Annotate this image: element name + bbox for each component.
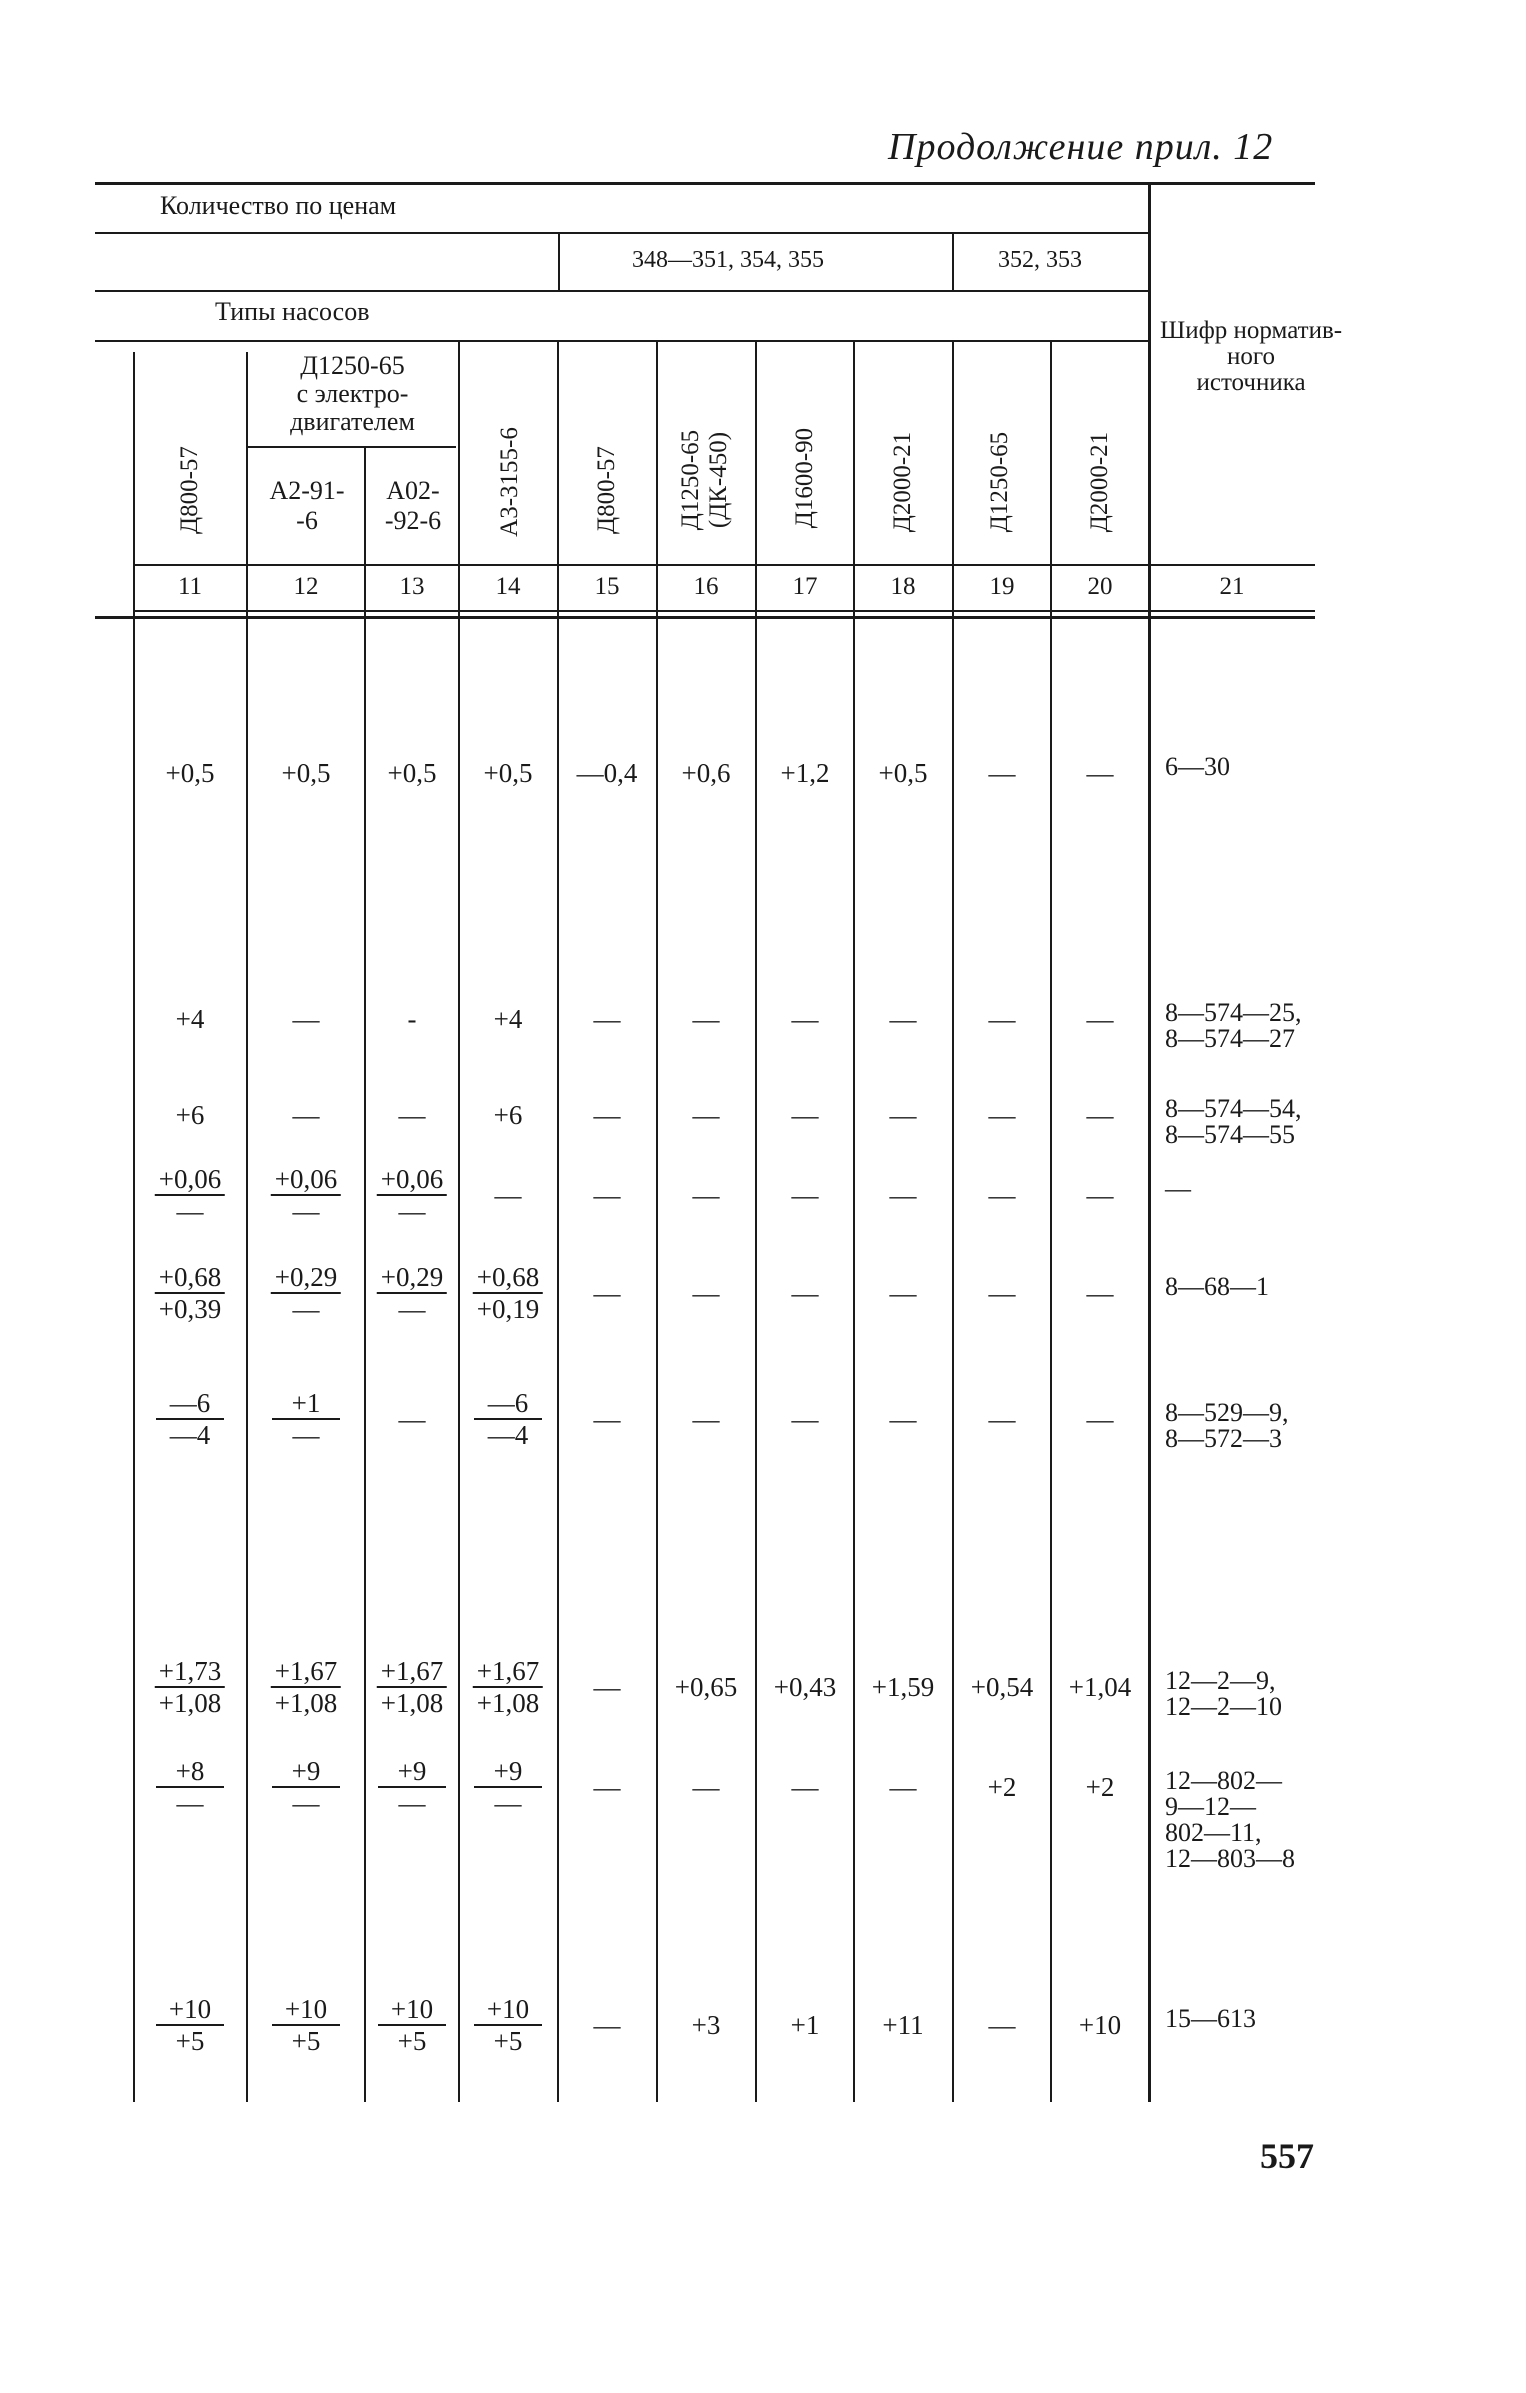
cell-denominator: +0,39 <box>158 1294 222 1324</box>
price-group-label: Количество по ценам <box>160 191 397 220</box>
table-cell: — <box>791 1100 819 1130</box>
col-num-12: 12 <box>293 573 319 600</box>
table-cell: — <box>889 1404 917 1434</box>
table-cell: — <box>692 1278 720 1308</box>
page-number: 557 <box>1260 2136 1314 2176</box>
table-cell: +4 <box>175 1004 205 1034</box>
page-title: Продолжение прил. 12 <box>888 126 1274 168</box>
cell-numerator: +8 <box>156 1756 224 1788</box>
source-cipher: 15—613 <box>1165 2004 1256 2033</box>
cell-denominator: — <box>176 1788 204 1818</box>
table-cell <box>474 1756 542 1818</box>
table-cell <box>271 1164 341 1226</box>
table-cell: — <box>889 1100 917 1130</box>
col-name-12: А2-91- -6 <box>269 476 345 535</box>
col-name-11: Д800-57 <box>176 446 203 534</box>
table-cell: +0,5 <box>483 758 533 788</box>
source-cipher: 12—802— 9—12— 802—11, 12—803—8 <box>1165 1766 1295 1873</box>
table-cell: — <box>593 1180 621 1210</box>
source-cipher: 12—2—9, 12—2—10 <box>1165 1666 1282 1721</box>
col-name-15: Д800-57 <box>593 446 620 534</box>
table-cell: — <box>988 1180 1016 1210</box>
table-cell <box>378 1994 446 2056</box>
cell-denominator: — <box>494 1788 522 1818</box>
table-cell <box>155 1164 225 1226</box>
motor-group-label: Д1250-65 с электро- двигателем <box>290 351 415 436</box>
table-cell: +1,59 <box>871 1672 935 1702</box>
table-cell <box>473 1262 543 1324</box>
vline-price-group-start <box>558 234 560 290</box>
table-cell: — <box>692 1004 720 1034</box>
vline-col-13-left <box>364 446 366 2102</box>
table-cell: — <box>692 1772 720 1802</box>
cell-denominator: — <box>292 1420 320 1450</box>
cell-denominator: +5 <box>175 2026 205 2056</box>
table-cell: — <box>1086 1278 1114 1308</box>
cell-denominator: — <box>398 1196 426 1226</box>
rule-motor-sub <box>248 446 456 448</box>
table-cell: — <box>988 1404 1016 1434</box>
vline-col-17-left <box>755 340 757 2102</box>
col-num-14: 14 <box>495 573 521 600</box>
table-cell: —0,4 <box>576 758 638 788</box>
table-cell <box>272 1756 340 1818</box>
cell-numerator: +10 <box>272 1994 340 2026</box>
rule-price-label <box>95 232 1150 234</box>
table-cell: +1,04 <box>1068 1672 1132 1702</box>
table-cell: — <box>988 1278 1016 1308</box>
table-cell: — <box>791 1180 819 1210</box>
table-cell: — <box>889 1772 917 1802</box>
vline-col-14-left <box>458 340 460 2102</box>
table-cell: — <box>889 1004 917 1034</box>
cell-denominator: +0,19 <box>476 1294 540 1324</box>
cell-numerator: +9 <box>378 1756 446 1788</box>
cell-numerator: +0,68 <box>473 1262 543 1294</box>
col-num-21: 21 <box>1219 573 1245 600</box>
table-cell: +0,5 <box>165 758 215 788</box>
table-cell: — <box>292 1100 320 1130</box>
table-cell: — <box>692 1180 720 1210</box>
rule-col-nums <box>133 610 1315 612</box>
table-cell: - <box>407 1004 417 1034</box>
table-cell <box>156 1388 224 1450</box>
table-cell: — <box>398 1404 426 1434</box>
vline-col-20-left <box>1050 340 1052 2102</box>
table-cell: +6 <box>175 1100 205 1130</box>
table-cell: +10 <box>1078 2010 1122 2040</box>
cell-denominator: +1,08 <box>274 1688 338 1718</box>
rule-col-names <box>133 564 1315 566</box>
col-num-15: 15 <box>594 573 620 600</box>
cell-denominator: +5 <box>291 2026 321 2056</box>
table-cell: +4 <box>493 1004 523 1034</box>
rule-top <box>95 182 1315 185</box>
table-cell: — <box>1086 1004 1114 1034</box>
table-cell: +1 <box>790 2010 820 2040</box>
table-cell: — <box>292 1004 320 1034</box>
col-name-18: Д2000-21 <box>889 431 916 533</box>
table-cell <box>474 1388 542 1450</box>
table-cell: — <box>1086 758 1114 788</box>
table-cell: — <box>1086 1404 1114 1434</box>
table-cell: — <box>593 1278 621 1308</box>
table-cell: — <box>593 1100 621 1130</box>
table-cell: +0,5 <box>387 758 437 788</box>
cell-denominator: — <box>398 1788 426 1818</box>
cell-numerator: —6 <box>156 1388 224 1420</box>
table-cell: — <box>791 1772 819 1802</box>
cell-numerator: +0,29 <box>271 1262 341 1294</box>
table-cell <box>377 1164 447 1226</box>
table-cell: — <box>791 1404 819 1434</box>
vline-col-16-left <box>656 340 658 2102</box>
table-cell <box>156 1756 224 1818</box>
source-cipher: 8—529—9, 8—572—3 <box>1165 1398 1289 1453</box>
cell-numerator: +10 <box>378 1994 446 2026</box>
table-cell: +1,2 <box>780 758 830 788</box>
cell-denominator: +5 <box>493 2026 523 2056</box>
cell-denominator: — <box>292 1788 320 1818</box>
table-cell: +0,6 <box>681 758 731 788</box>
col-num-11: 11 <box>177 573 203 600</box>
table-cell <box>271 1656 341 1718</box>
table-cell: — <box>791 1004 819 1034</box>
table-cell <box>474 1994 542 2056</box>
vline-col-12-left <box>246 352 248 2102</box>
cell-numerator: +10 <box>156 1994 224 2026</box>
table-cell: — <box>988 1100 1016 1130</box>
cell-numerator: —6 <box>474 1388 542 1420</box>
col-num-17: 17 <box>792 573 818 600</box>
table-cell <box>272 1994 340 2056</box>
table-cell <box>271 1262 341 1324</box>
cipher-label: Шифр норматив- ного источника <box>1160 317 1343 396</box>
cell-denominator: — <box>292 1294 320 1324</box>
col-num-19: 19 <box>989 573 1015 600</box>
table-cell: — <box>1086 1100 1114 1130</box>
table-cell: — <box>988 2010 1016 2040</box>
table-cell: — <box>889 1278 917 1308</box>
col-name-20: Д2000-21 <box>1086 431 1113 533</box>
cell-denominator: —4 <box>169 1420 211 1450</box>
cell-denominator: +1,08 <box>158 1688 222 1718</box>
table-cell: +0,65 <box>674 1672 738 1702</box>
table-cell: — <box>593 1672 621 1702</box>
cell-numerator: +1,67 <box>377 1656 447 1688</box>
cell-numerator: +1,73 <box>155 1656 225 1688</box>
cell-denominator: —4 <box>487 1420 529 1450</box>
cell-denominator: +1,08 <box>476 1688 540 1718</box>
table-cell: +2 <box>1085 1772 1115 1802</box>
table-cell: — <box>494 1180 522 1210</box>
cell-numerator: +9 <box>272 1756 340 1788</box>
table-cell: — <box>889 1180 917 1210</box>
table-cell <box>155 1656 225 1718</box>
cell-numerator: +0,06 <box>377 1164 447 1196</box>
table-cell: +2 <box>987 1772 1017 1802</box>
vline-cipher <box>1148 182 1151 2102</box>
table-cell: +0,54 <box>970 1672 1034 1702</box>
rule-header-bottom <box>95 616 1315 619</box>
price-group-1: 348—351, 354, 355 <box>632 247 824 273</box>
cell-numerator: +0,06 <box>155 1164 225 1196</box>
price-group-2: 352, 353 <box>998 247 1082 273</box>
cell-denominator: +1,08 <box>380 1688 444 1718</box>
rule-price-groups <box>95 290 1150 292</box>
table-cell: +11 <box>882 2010 924 2040</box>
source-cipher: 6—30 <box>1165 752 1230 781</box>
table-cell: — <box>593 1004 621 1034</box>
table-cell: — <box>593 1404 621 1434</box>
col-num-13: 13 <box>399 573 425 600</box>
table-cell: — <box>791 1278 819 1308</box>
table-cell <box>155 1262 225 1324</box>
table-cell: — <box>398 1100 426 1130</box>
vline-col-18-left <box>853 340 855 2102</box>
col-num-20: 20 <box>1087 573 1113 600</box>
table-cell: — <box>593 2010 621 2040</box>
source-cipher: 8—574—25, 8—574—27 <box>1165 998 1302 1053</box>
table-cell: +3 <box>691 2010 721 2040</box>
col-name-16: Д1250-65 (ДК-450) <box>677 429 732 531</box>
table-cell <box>377 1656 447 1718</box>
table-cell: +0,43 <box>773 1672 837 1702</box>
table-cell: +0,5 <box>281 758 331 788</box>
col-name-14: А3-3155-6 <box>496 427 523 537</box>
table-cell: — <box>692 1404 720 1434</box>
table-cell: +6 <box>493 1100 523 1130</box>
col-name-19: Д1250-65 <box>986 431 1013 533</box>
table-cell <box>377 1262 447 1324</box>
cell-denominator: +5 <box>397 2026 427 2056</box>
vline-price-group-split <box>952 234 954 290</box>
table-cell: — <box>593 1772 621 1802</box>
cell-numerator: +1 <box>272 1388 340 1420</box>
cell-numerator: +1,67 <box>473 1656 543 1688</box>
source-cipher: 8—68—1 <box>1165 1272 1269 1301</box>
col-name-17: Д1600-90 <box>791 427 818 529</box>
cell-numerator: +0,06 <box>271 1164 341 1196</box>
table-cell <box>473 1656 543 1718</box>
vline-col-11-left <box>133 352 135 2102</box>
cell-numerator: +0,68 <box>155 1262 225 1294</box>
table-cell <box>378 1756 446 1818</box>
pump-types-label: Типы насосов <box>215 297 370 326</box>
col-name-13: А02- -92-6 <box>384 476 442 535</box>
table-cell <box>272 1388 340 1450</box>
source-cipher: — <box>1165 1174 1191 1203</box>
vline-col-19-left <box>952 340 954 2102</box>
cell-numerator: +1,67 <box>271 1656 341 1688</box>
col-num-16: 16 <box>693 573 719 600</box>
cell-denominator: — <box>176 1196 204 1226</box>
table-cell <box>156 1994 224 2056</box>
cell-numerator: +10 <box>474 1994 542 2026</box>
table-cell: +0,5 <box>878 758 928 788</box>
cell-numerator: +0,29 <box>377 1262 447 1294</box>
table-cell: — <box>988 758 1016 788</box>
table-cell: — <box>988 1004 1016 1034</box>
source-cipher: 8—574—54, 8—574—55 <box>1165 1094 1302 1149</box>
cell-numerator: +9 <box>474 1756 542 1788</box>
table-cell: — <box>692 1100 720 1130</box>
cell-denominator: — <box>292 1196 320 1226</box>
cell-denominator: — <box>398 1294 426 1324</box>
col-num-18: 18 <box>890 573 916 600</box>
vline-col-15-left <box>557 340 559 2102</box>
rule-pump-types <box>95 340 1150 342</box>
table-cell: — <box>1086 1180 1114 1210</box>
